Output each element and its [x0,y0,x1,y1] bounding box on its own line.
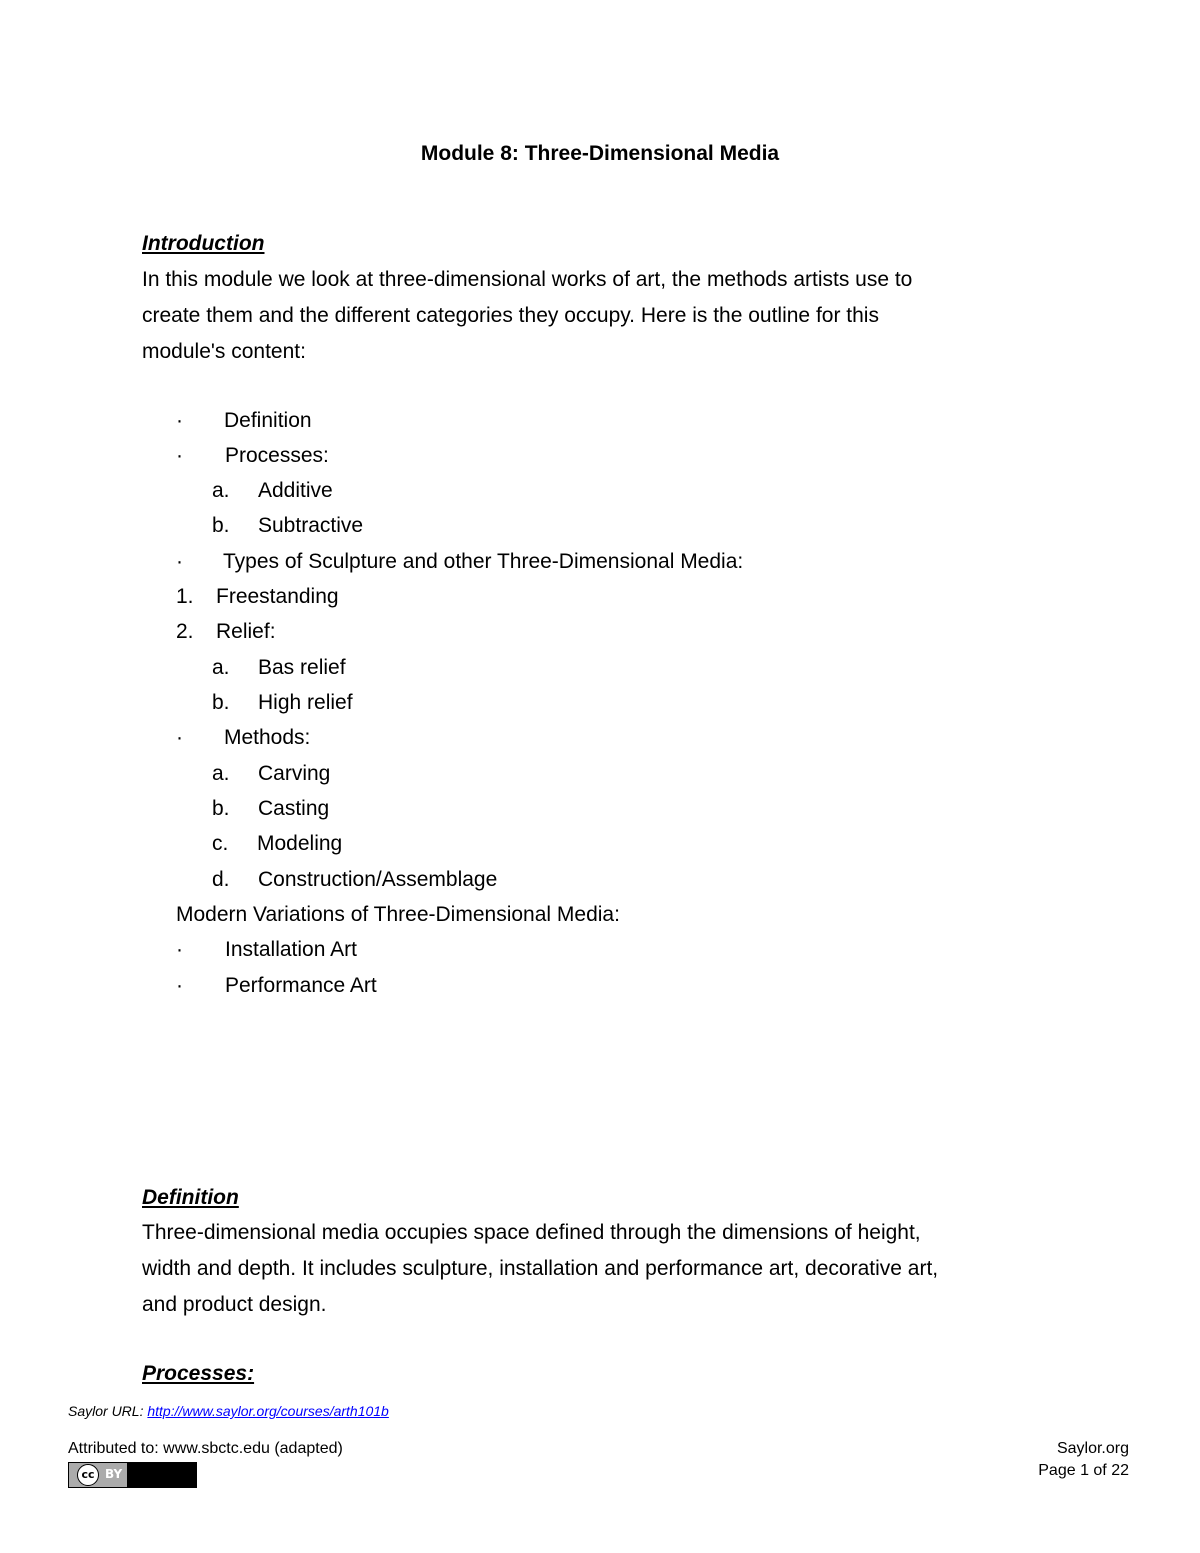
list-marker: b. [212,514,230,537]
list-label: Additive [258,479,333,502]
introduction-heading: Introduction [142,232,265,255]
list-marker: c. [212,832,229,855]
list-marker: 1. [176,585,194,608]
list-label: Performance Art [225,974,377,997]
list-label: Bas relief [258,656,346,679]
list-marker: b. [212,691,230,714]
list-marker: b. [212,797,230,820]
list-label: Definition [224,409,312,432]
list-label: Carving [258,762,331,785]
list-label: Casting [258,797,330,820]
list-label: Types of Sculpture and other Three-Dimensional Media: [223,550,744,573]
list-marker: a. [212,479,230,502]
footer-site: Saylor.org [1056,1440,1129,1457]
list-label: Subtractive [258,514,364,537]
footer-attribution: Attributed to: www.sbctc.edu (adapted) [68,1440,343,1457]
footer-url-prefix: Saylor URL: [68,1403,148,1419]
list-label: Freestanding [216,585,339,608]
saylor-course-link[interactable]: http://www.saylor.org/courses/arth101b [147,1403,389,1419]
list-marker: · [176,726,183,749]
list-marker: a. [212,762,230,785]
list-marker: d. [212,868,230,891]
list-label: Methods: [224,726,311,749]
list-marker: · [176,550,183,573]
definition-paragraph [142,1215,938,1323]
page-number: Page 1 of 22 [1038,1462,1129,1479]
cc-by-license-badge [68,1462,197,1488]
page-title: Module 8: Three-Dimensional Media [420,142,780,165]
processes-heading: Processes: [142,1362,255,1385]
list-label: Modern Variations of Three-Dimensional Media: [176,903,620,926]
list-label: Construction/Assemblage [258,868,498,891]
list-marker: · [176,444,183,467]
footer-url-line [68,1403,389,1419]
list-marker: · [176,974,183,997]
list-label: Relief: [216,620,276,643]
list-marker: 2. [176,620,194,643]
definition-line: Three-dimensional media occupies space defined through the dimensions of height, [142,1221,921,1244]
list-marker: a. [212,656,230,679]
definition-line: width and depth. It includes sculpture, installation and performance art, decorative art, [142,1257,939,1280]
introduction-line: create them and the different categories they occupy. Here is the outline for this [142,304,879,327]
introduction-line: module's content: [142,340,306,363]
list-label: Modeling [257,832,343,855]
introduction-paragraph [142,262,912,370]
list-marker: · [176,938,183,961]
cc-icon: cc [77,1464,99,1486]
by-label: BY [105,1467,123,1481]
list-label: Installation Art [225,938,357,961]
list-marker: · [176,409,183,432]
definition-heading: Definition [142,1186,239,1209]
definition-line: and product design. [142,1293,327,1316]
introduction-line: In this module we look at three-dimensional works of art, the methods artists use to [142,268,913,291]
list-label: Processes: [225,444,329,467]
list-label: High relief [258,691,353,714]
